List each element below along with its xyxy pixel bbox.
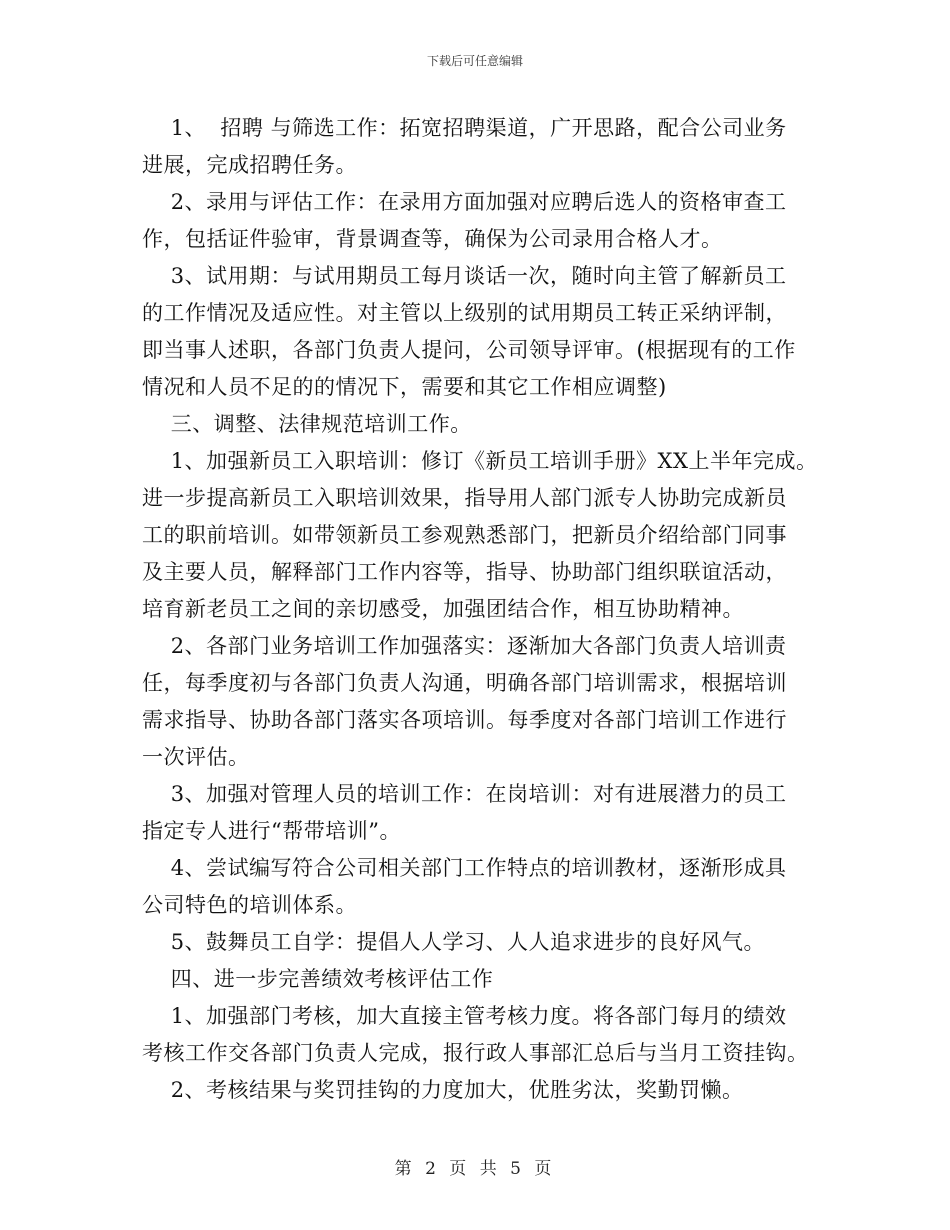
text-line: 2、各部门业务培训工作加强落实：逐渐加大各部门负责人培训责	[142, 634, 787, 658]
text-line: 培育新老员工之间的亲切感受，加强团结合作，相互协助精神。	[142, 597, 744, 621]
text-line: 进一步提高新员工入职培训效果，指导用人部门派专人协助完成新员	[142, 486, 787, 510]
text-line: 1、 招聘 与筛选工作：拓宽招聘渠道，广开思路，配合公司业务	[142, 116, 787, 140]
text-line: 指定专人进行“帮带培训”。	[142, 819, 401, 843]
text-line: 情况和人员不足的的情况下，需要和其它工作相应调整)	[142, 375, 667, 399]
text-line: 及主要人员，解释部门工作内容等，指导、协助部门组织联谊活动，	[142, 560, 787, 584]
text-line: 2、考核结果与奖罚挂钩的力度加大，优胜劣汰，奖勤罚懒。	[142, 1078, 744, 1102]
text-line: 任，每季度初与各部门负责人沟通，明确各部门培训需求，根据培训	[142, 671, 787, 695]
text-line: 工的职前培训。如带领新员工参观熟悉部门，把新员介绍给部门同事	[142, 523, 787, 547]
text-line: 即当事人述职，各部门负责人提问，公司领导评审。(根据现有的工作	[142, 338, 796, 362]
text-line: 5、鼓舞员工自学：提倡人人学习、人人追求进步的良好风气。	[142, 930, 766, 954]
text-line: 三、调整、法律规范培训工作。	[142, 412, 472, 436]
page-footer: 第 2 页 共 5 页	[394, 1159, 556, 1179]
text-line: 需求指导、协助各部门落实各项培训。每季度对各部门培训工作进行	[142, 708, 787, 732]
text-line: 四、进一步完善绩效考核评估工作	[142, 967, 494, 991]
text-line: 2、录用与评估工作：在录用方面加强对应聘后选人的资格审查工	[142, 190, 787, 214]
page-header: 下载后可任意编辑	[426, 54, 523, 68]
text-line: 公司特色的培训体系。	[142, 893, 357, 917]
text-line: 4、尝试编写符合公司相关部门工作特点的培训教材，逐渐形成具	[142, 856, 787, 880]
text-line: 3、加强对管理人员的培训工作：在岗培训：对有进展潜力的员工	[142, 782, 787, 806]
text-line: 1、加强部门考核，加大直接主管考核力度。将各部门每月的绩效	[142, 1004, 787, 1028]
text-line: 进展，完成招聘任务。	[142, 153, 357, 177]
text-line: 考核工作交各部门负责人完成，报行政人事部汇总后与当月工资挂钩。	[142, 1041, 809, 1065]
text-line: 的工作情况及适应性。对主管以上级别的试用期员工转正采纳评制，	[142, 301, 787, 325]
text-line: 作，包括证件验审，背景调查等，确保为公司录用合格人才。	[142, 227, 723, 251]
text-line: 3、试用期：与试用期员工每月谈话一次，随时向主管了解新员工	[142, 264, 787, 288]
text-line: 一次评估。	[142, 745, 250, 769]
text-line: 1、加强新员工入职培训：修订《新员工培训手册》XX上半年完成。	[142, 449, 818, 473]
